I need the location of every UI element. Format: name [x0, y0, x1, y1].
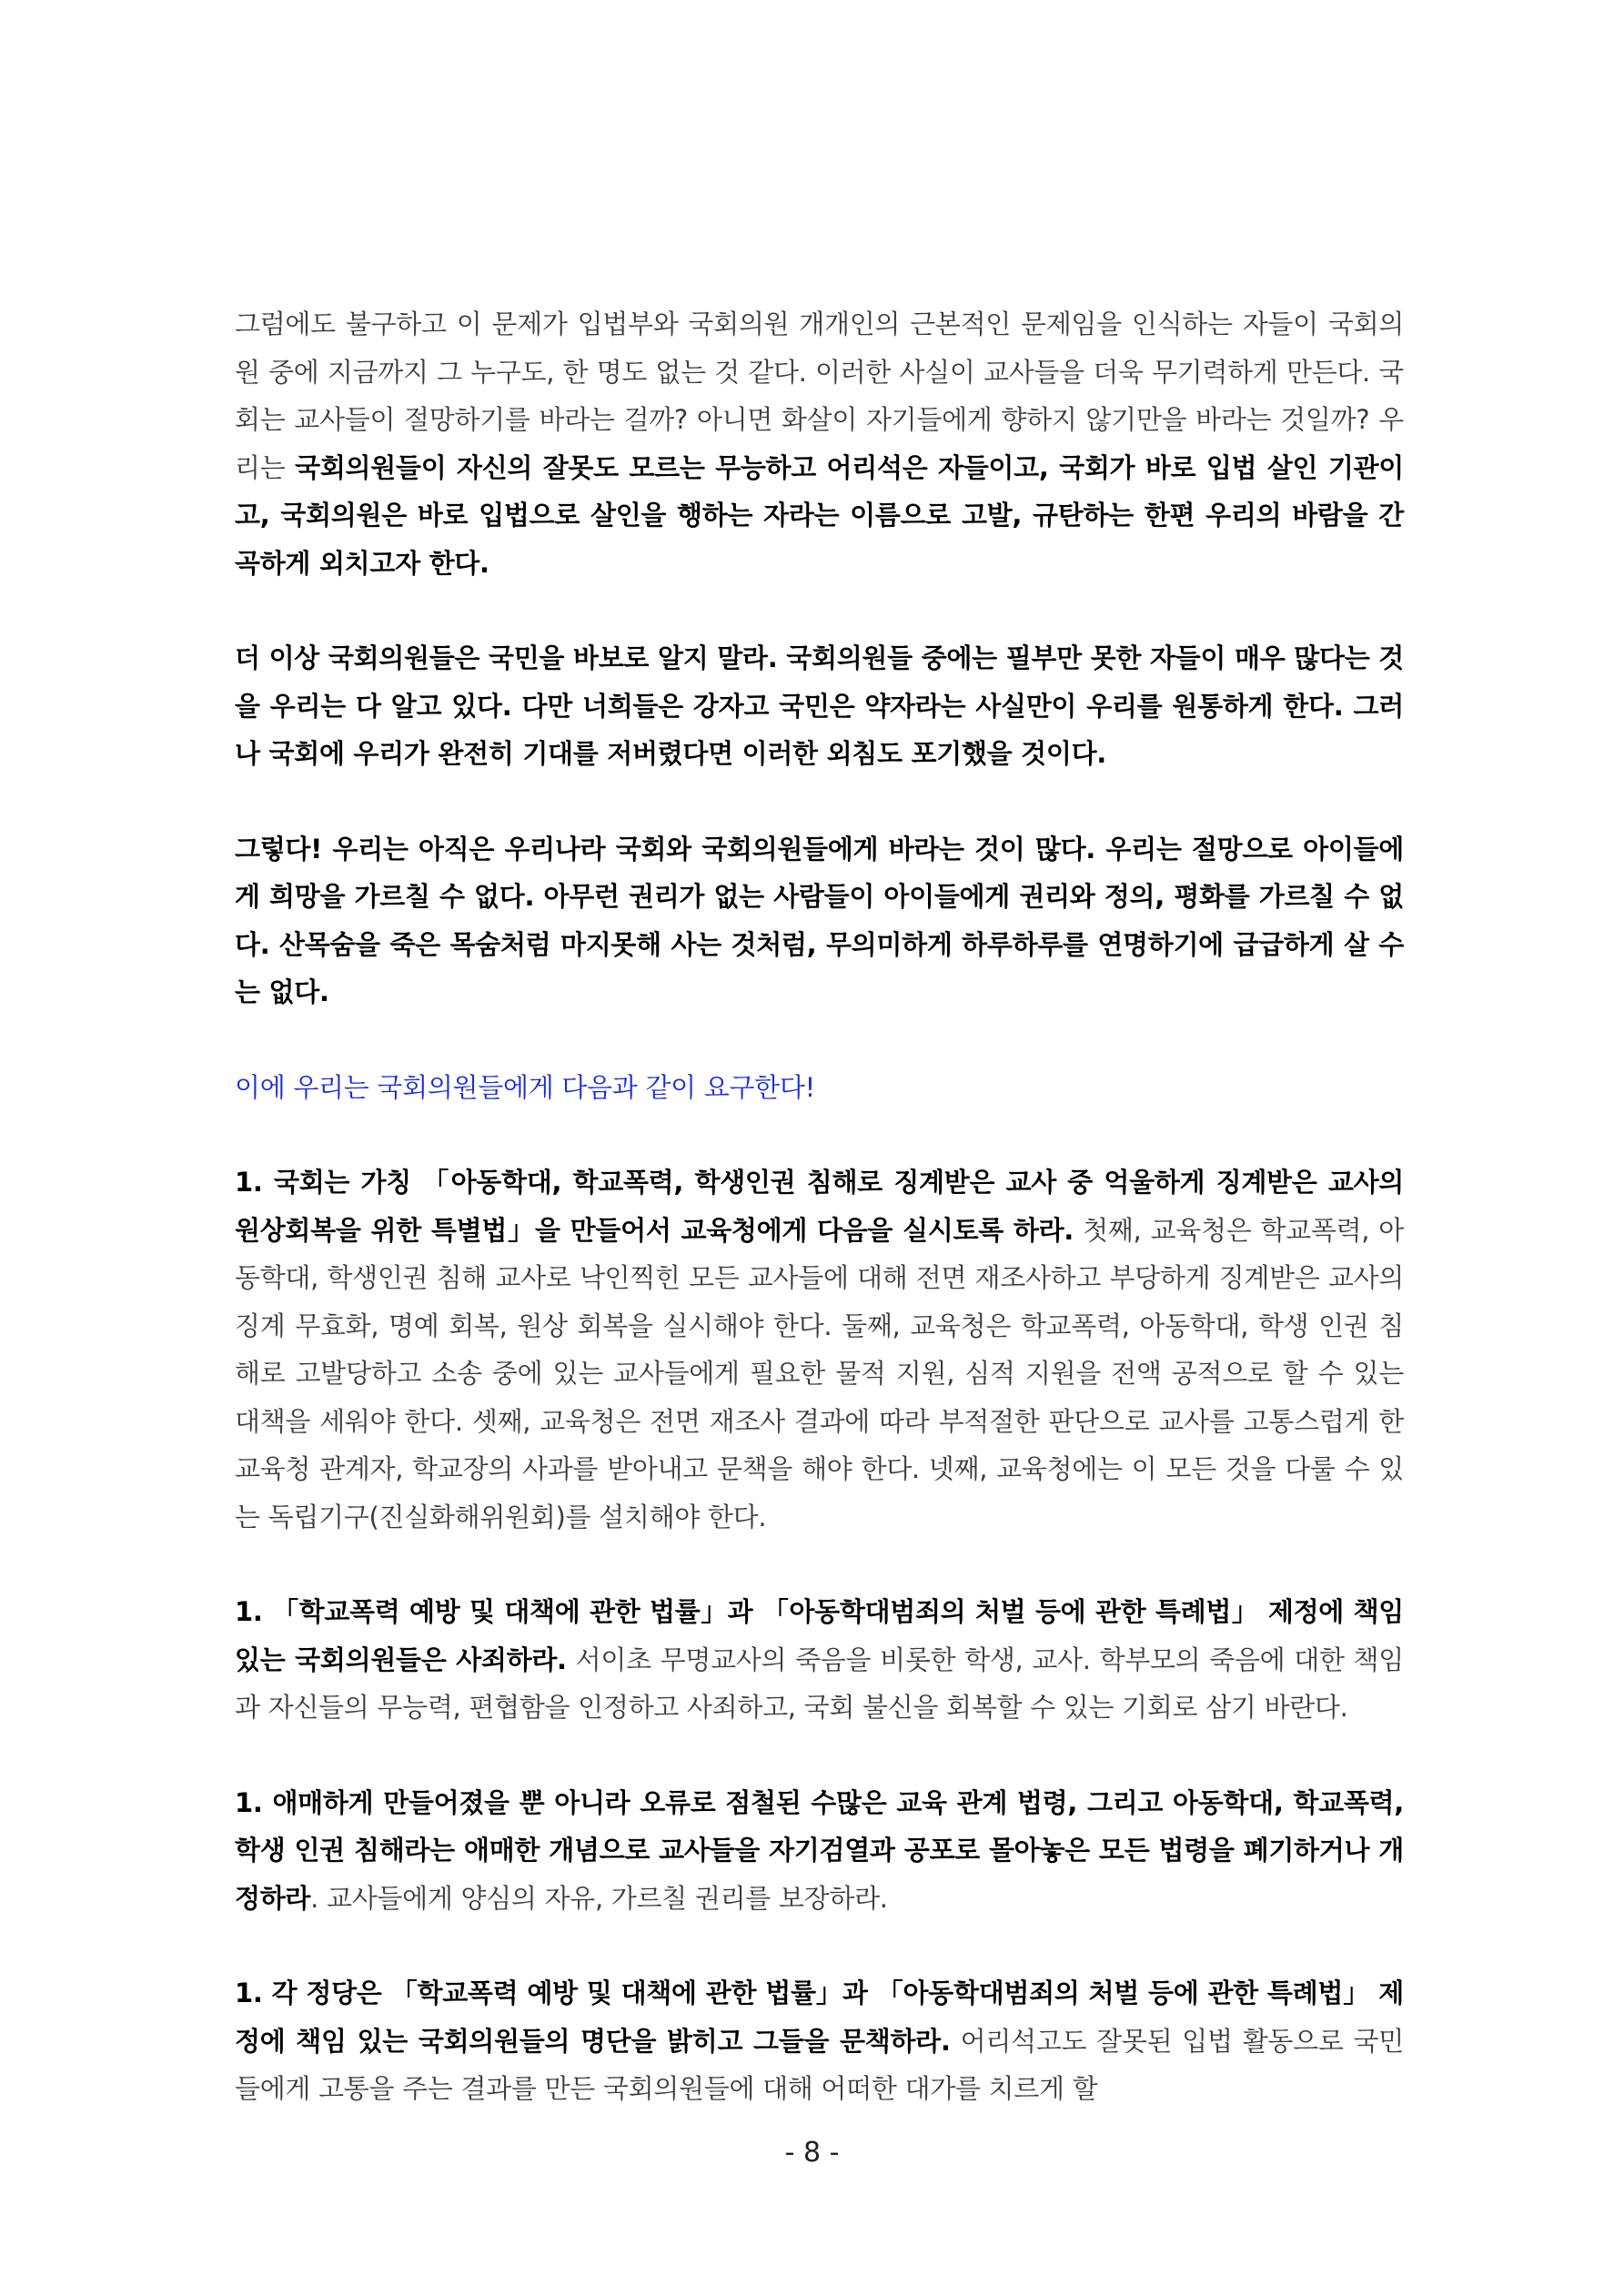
demand-item-repeal-normal: . 교사들에게 양심의 자유, 가르칠 권리를 보장하라. — [310, 1882, 888, 1914]
demand-item-apology-normal: 서이초 무명교사의 죽음을 비롯한 학생, 교사. 학부모의 죽음에 대한 책임과 자신들의 무능력, 편협함을 인정하고 사죄하고, 국회 불신을 회복할 수 있는 기회로 삼기 바란다. — [235, 1644, 1404, 1723]
page-number: - 8 - — [784, 2137, 840, 2169]
demand-item-repeal-bold: 1. 애매하게 만들어졌을 뿐 아니라 오류로 점철된 수많은 교육 관계 법령, 그리고 아동학대, 학교폭력, 학생 인권 침해라는 애매한 개념으로 교사들을 자기검열과 공포로 몰아놓은 모든 법령을 폐기하거나 개정하라 — [235, 1786, 1404, 1914]
demand-item-special-law-bold: 1. 국회는 가칭 「아동학대, 학교폭력, 학생인권 침해로 징계받은 교사 중 억울하게 징계받은 교사의 원상회복을 위한 특별법」을 만들어서 교육청에게 다음을 실시토록 하라. — [235, 1167, 1404, 1246]
paragraph-intro — [235, 300, 1404, 587]
paragraph-intro-bold: 국회의원들이 자신의 잘못도 모르는 무능하고 어리석은 자들이고, 국회가 바로 입법 살인 기관이고, 국회의원은 바로 입법으로 살인을 행하는 자라는 이름으로 고발, 규탄하는 한편 우리의 바람을 간곡하게 외치고자 한다. — [235, 451, 1404, 579]
demand-item-apology-bold: 1. 「학교폭력 예방 및 대책에 관한 법률」과 「아동학대범죄의 처벌 등에 관한 특례법」 제정에 책임있는 국회의원들은 사죄하라. — [235, 1596, 1404, 1675]
demand-item-special-law — [235, 1158, 1404, 1541]
demand-item-accountability-bold: 1. 각 정당은 「학교폭력 예방 및 대책에 관한 법률」과 「아동학대범죄의 처벌 등에 관한 특례법」 제정에 책임 있는 국회의원들의 명단을 밝히고 그들을 문책하라. — [235, 1977, 1404, 2057]
demand-item-accountability — [235, 1969, 1404, 2113]
demand-item-repeal — [235, 1779, 1404, 1923]
paragraph-intro-normal: 그럼에도 불구하고 이 문제가 입법부와 국회의원 개개인의 근본적인 문제임을 인식하는 자들이 국회의원 중에 지금까지 그 누구도, 한 명도 없는 것 같다. 이러한 사실이 교사들을 더욱 무기력하게 만든다. 국회는 교사들이 절망하기를 바라는 걸까? 아니면 화살이 자기들에게 향하지 않기만을 바라는 것일까? 우리는 — [235, 308, 1404, 483]
demand-item-accountability-normal: 어리석고도 잘못된 입법 활동으로 국민들에게 고통을 주는 결과를 만든 국회의원들에 대해 어떠한 대가를 치르게 할 — [235, 2025, 1404, 2104]
demand-item-apology — [235, 1588, 1404, 1732]
page-body — [235, 300, 1404, 2113]
paragraph-warning: 더 이상 국회의원들은 국민을 바보로 알지 말라. 국회의원들 중에는 필부만 못한 자들이 매우 많다는 것을 우리는 다 알고 있다. 다만 너희들은 강자고 국민은 약자라는 사실만이 우리를 원통하게 한다. 그러나 국회에 우리가 완전히 기대를 저버렸다면 이러한 외침도 포기했을 것이다. — [235, 642, 1404, 769]
paragraph-hope: 그렇다! 우리는 아직은 우리나라 국회와 국회의원들에게 바라는 것이 많다. 우리는 절망으로 아이들에게 희망을 가르칠 수 없다. 아무런 권리가 없는 사람들이 아이들에게 권리와 정의, 평화를 가르칠 수 없다. 산목숨을 죽은 목숨처럼 마지못해 사는 것처럼, 무의미하게 하루하루를 연명하기에 급급하게 살 수는 없다. — [235, 833, 1404, 1007]
demand-heading: 이에 우리는 국회의원들에게 다음과 같이 요구한다! — [235, 1071, 815, 1103]
demand-item-special-law-normal: 첫째, 교육청은 학교폭력, 아동학대, 학생인권 침해 교사로 낙인찍힌 모든 교사들에 대해 전면 재조사하고 부당하게 징계받은 교사의 징계 무효화, 명예 회복, 원상 회복을 실시해야 한다. 둘째, 교육청은 학교폭력, 아동학대, 학생 인권 침해로 고발당하고 소송 중에 있는 교사들에게 필요한 물적 지원, 심적 지원을 전액 공적으로 할 수 있는 대책을 세워야 한다. 셋째, 교육청은 전면 재조사 결과에 따라 부적절한 판단으로 교사를 고통스럽게 한 교육청 관계자, 학교장의 사과를 받아내고 문책을 해야 한다. 넷째, 교육청에는 이 모든 것을 다룰 수 있는 독립기구(진실화해위원회)를 설치해야 한다. — [235, 1214, 1404, 1532]
